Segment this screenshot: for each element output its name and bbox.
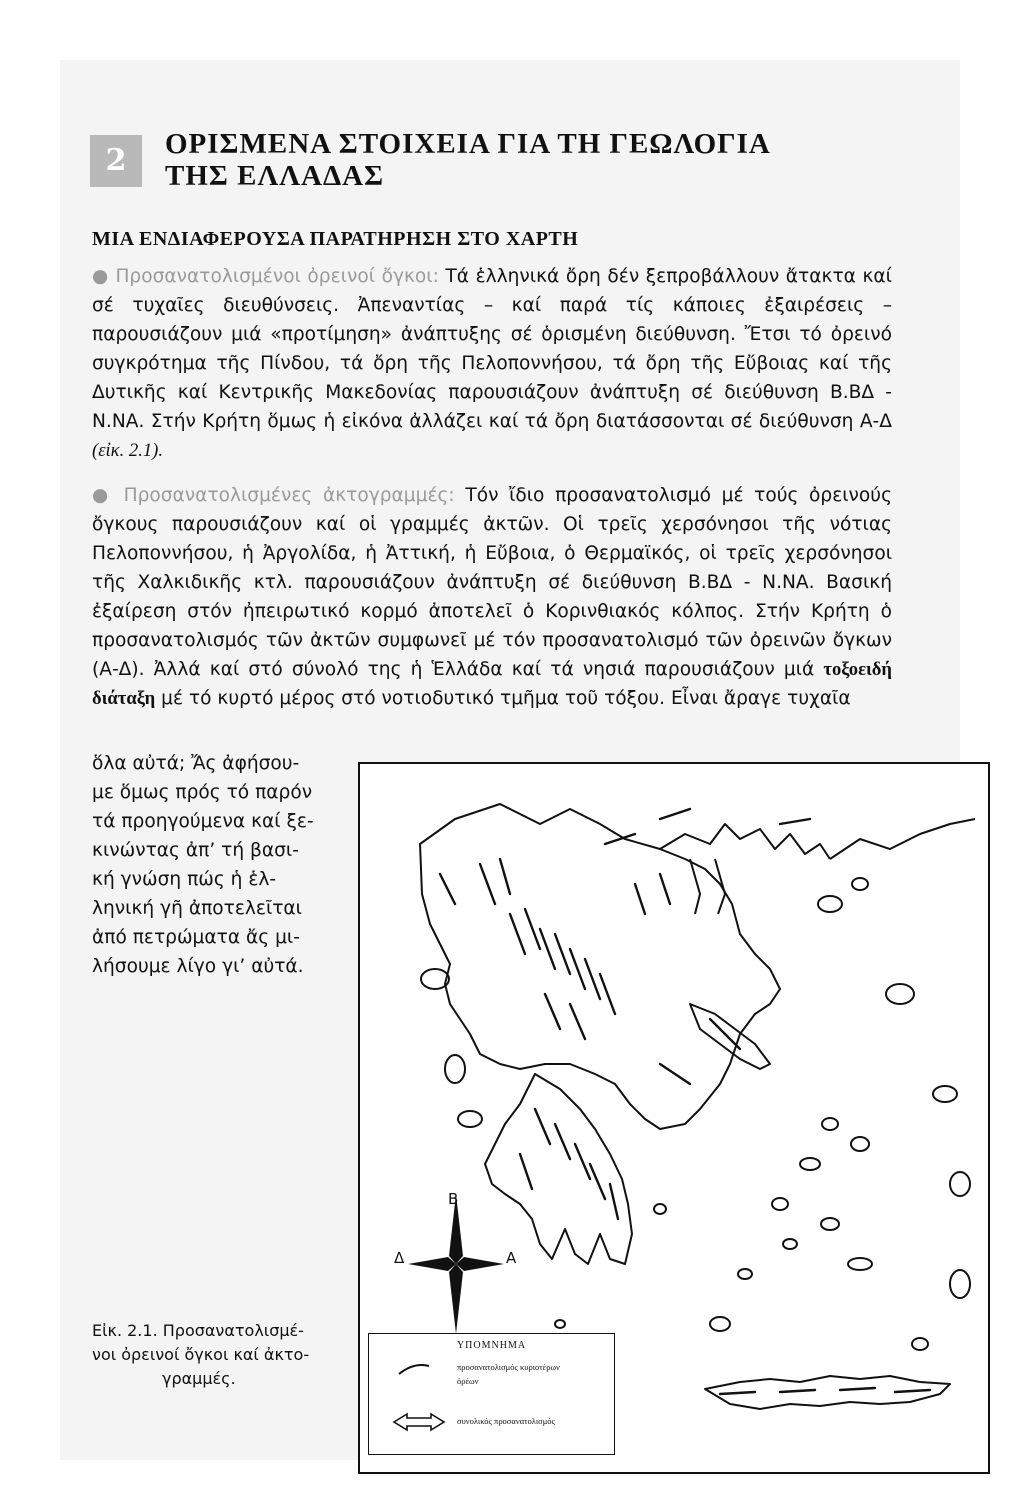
island bbox=[458, 1111, 482, 1127]
island bbox=[818, 896, 842, 912]
island bbox=[933, 1086, 957, 1102]
island bbox=[783, 1239, 797, 1249]
side-line: κινώντας ἀπ’ τή βασι- bbox=[92, 840, 299, 861]
island bbox=[421, 969, 449, 989]
island bbox=[912, 1338, 928, 1350]
side-line: κή γνώση πώς ἡ ἑλ- bbox=[92, 869, 277, 890]
chapter-title-line-1: ΟΡΙΣΜΕΝΑ ΣΤΟΙΧΕΙΑ ΓΙΑ ΤΗ ΓΕΩΛΟΓΙΑ bbox=[165, 128, 771, 160]
legend-item-1: προσανατολισμός κυριοτέρων bbox=[457, 1362, 560, 1372]
paragraph-text: Τά ἑλληνικά ὄρη δέν ξεπροβάλλουν ἄτακτα καί σέ τυχαῖες διευθύνσεις. Ἀπεναντίας – καί παρά τίς κάποιες ἐξαιρέσεις – παρουσιάζουν μιά «προτίμηση» ἀνάπτυξης σέ ὁρισμένη διεύθυνση. Ἔτσι τό ὀρεινό συγκρότημα τῆς Πίνδου, τά ὄρη τῆς Πελοποννήσου, τά ὄρη τῆς Εὔβοιας καί τῆς Δυτικῆς καί Κεντρικῆς Μακεδονίας παρουσιάζουν ἀνάπτυξη σέ διεύθυνση Β.ΒΔ - Ν.ΝΑ. Στήν Κρήτη ὅμως ἡ εἰκόνα ἀλλάζει καί τά ὄρη διατάσσονται σέ διεύθυνση Α-Δ bbox=[92, 266, 892, 432]
legend-item-2: συνολικός προσανατολισμός bbox=[457, 1416, 555, 1426]
double-arrow-icon bbox=[394, 1414, 444, 1430]
paragraph-lead: Προσανατολισμένες ἀκτογραμμές: bbox=[123, 485, 455, 506]
paragraph-text-continued: μέ τό κυρτό μέρος στό νοτιοδυτικό τμῆμα τοῦ τόξου. Εἶναι ἄραγε τυχαῖα bbox=[161, 688, 851, 709]
euboea-coastline bbox=[690, 1004, 770, 1069]
paragraph-coastlines bbox=[92, 481, 892, 713]
island bbox=[822, 1118, 838, 1130]
legend-symbols bbox=[369, 1334, 614, 1454]
island bbox=[852, 878, 868, 890]
island bbox=[772, 1198, 788, 1210]
peloponnese-coastline bbox=[485, 1074, 632, 1264]
compass-rose bbox=[408, 1194, 504, 1334]
side-line: τά προηγούμενα καί ξε- bbox=[92, 811, 314, 832]
figure-reference: (εἰκ. 2.1). bbox=[92, 440, 163, 461]
legend-item-1-cont: ὀρέων bbox=[457, 1376, 479, 1386]
chapter-number-badge: 2 bbox=[90, 135, 142, 187]
bullet-icon: ● bbox=[92, 485, 113, 506]
side-line: ὅλα αὐτά; Ἄς ἀφήσου- bbox=[92, 753, 300, 774]
mountain-line-symbol bbox=[399, 1365, 429, 1374]
side-line: ληνική γῆ ἀποτελεῖται bbox=[92, 898, 302, 919]
crete-orientation-lines bbox=[720, 1388, 930, 1394]
island bbox=[738, 1269, 752, 1279]
paragraph-bold-term: τοξοειδή διάταξη bbox=[92, 659, 892, 709]
compass-east-label: Α bbox=[506, 1249, 517, 1267]
map-legend bbox=[368, 1333, 615, 1455]
island bbox=[886, 984, 914, 1004]
caption-label: Εἰκ. 2.1. bbox=[92, 1321, 158, 1340]
compass-north-label: Β bbox=[448, 1190, 459, 1208]
bullet-icon: ● bbox=[92, 266, 109, 287]
thrace-coastline bbox=[830, 819, 975, 859]
side-line: ἀπό πετρώματα ἄς μι- bbox=[92, 927, 300, 948]
side-line: λήσουμε λίγο γι’ αὐτά. bbox=[92, 956, 304, 977]
island bbox=[851, 1137, 869, 1151]
paragraph-lead: Προσανατολισμένοι ὀρεινοί ὄγκοι: bbox=[115, 266, 439, 287]
chapter-title bbox=[165, 128, 865, 192]
chapter-title-line-2: ΤΗΣ ΕΛΛΑΔΑΣ bbox=[165, 160, 385, 192]
section-title: ΜΙΑ ΕΝΔΙΑΦΕΡΟΥΣΑ ΠΑΡΑΤΗΡΗΣΗ ΣΤΟ ΧΑΡΤΗ bbox=[92, 228, 579, 250]
figure-caption: Εἰκ. 2.1. Προσανατολισμέ- νοι ὀρεινοί ὄγκοι καί ἀκτο- γραμμές. bbox=[92, 1321, 310, 1388]
legend-title: ΥΠΟΜΝΗΜΑ bbox=[456, 1340, 527, 1351]
island bbox=[654, 1204, 666, 1214]
island bbox=[950, 1270, 970, 1298]
paragraph-mountains bbox=[92, 262, 892, 465]
chalkidiki-coastline bbox=[660, 824, 830, 859]
island bbox=[848, 1258, 872, 1270]
side-line: με ὅμως πρός τό παρόν bbox=[92, 782, 313, 803]
island bbox=[821, 1218, 839, 1230]
side-text bbox=[92, 749, 352, 981]
island bbox=[950, 1172, 970, 1196]
island bbox=[445, 1055, 465, 1083]
paragraph-text: Τόν ἴδιο προσανατολισμό μέ τούς ὀρεινούς ὄγκους παρουσιάζουν καί οἱ γραμμές ἀκτῶν. Οἱ τρεῖς χερσόνησοι τῆς νότιας Πελοποννήσου, ἡ Ἀργολίδα, ἡ Ἀττική, ἡ Εὔβοια, ὁ Θερμαϊκός, οἱ τρεῖς χερσόνησοι τῆς Χαλκιδικῆς κτλ. παρουσιάζουν ἀνάπτυξη σέ διεύθυνση Β.ΒΔ - Ν.ΝΑ. Βασική ἐξαίρεση στόν ἠπειρωτικό κορμό ἀποτελεῖ ὁ Κορινθιακός κόλπος. Στήν Κρήτη ὁ προσανατολισμός τῶν ἀκτῶν συμφωνεῖ μέ τόν προσανατολισμό τῶν ὀρεινῶν ὄγκων (Α-Δ). Ἀλλά καί στό σύνολό της ἡ Ἑλλάδα καί τά νησιά παρουσιάζουν μιά bbox=[92, 485, 892, 680]
island bbox=[800, 1158, 820, 1170]
compass-west-label: Δ bbox=[394, 1249, 405, 1267]
mainland-coastline bbox=[420, 804, 780, 1129]
island bbox=[555, 1320, 565, 1328]
island bbox=[710, 1317, 730, 1331]
